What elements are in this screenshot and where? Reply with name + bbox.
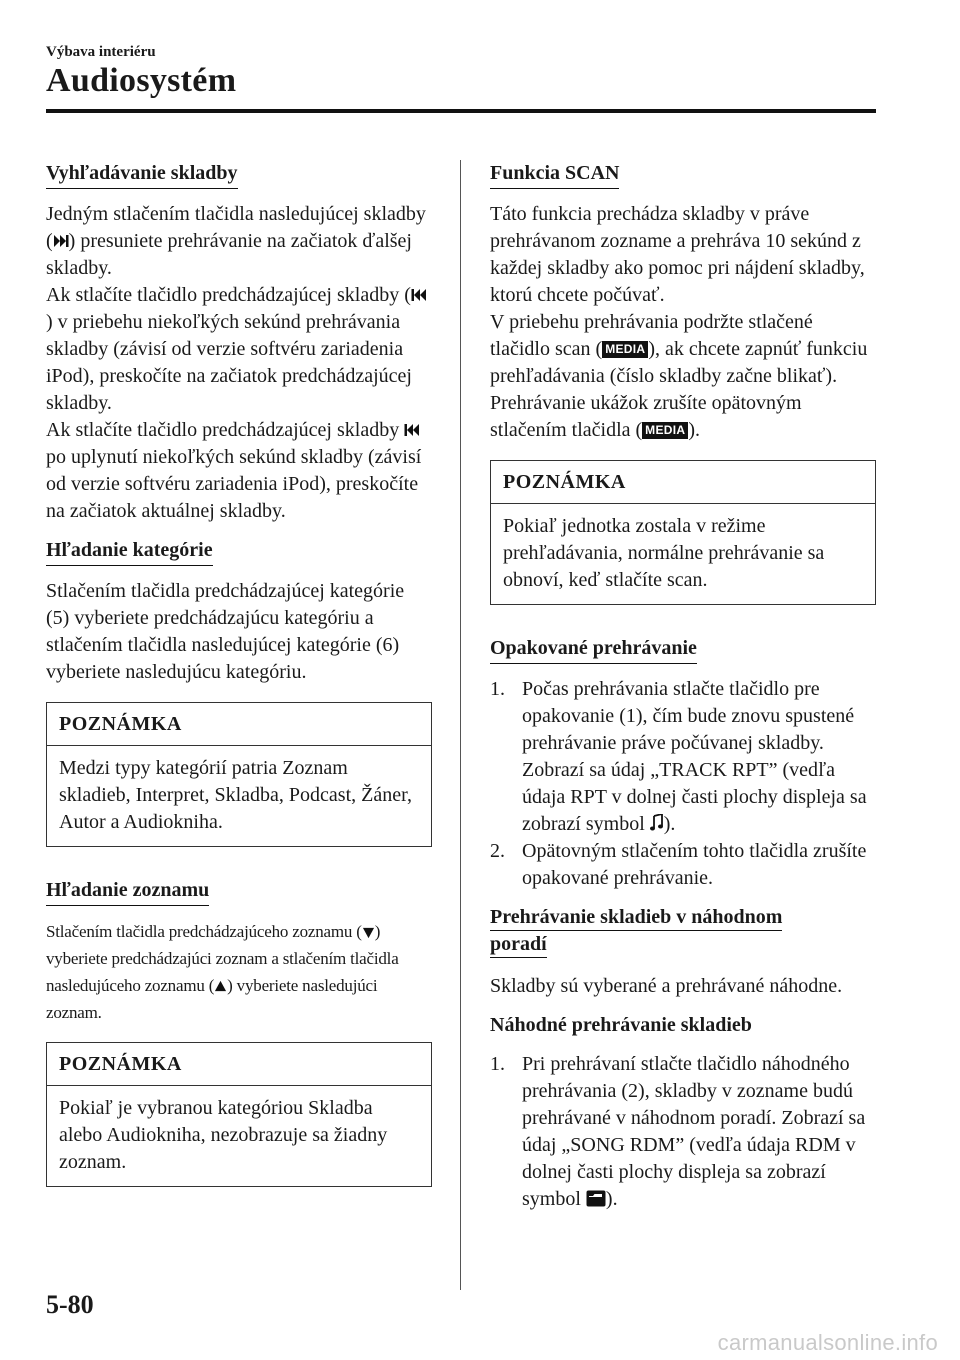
left-column [46,160,432,1217]
watermark: carmanualsonline.info [717,1330,938,1355]
title-rule [46,109,876,113]
folder-icon [586,1190,606,1207]
media-button-icon: MEDIA [642,422,688,439]
down-triangle-icon [362,926,375,939]
page-number: 5-80 [46,1290,94,1319]
note-box-list [46,1042,432,1187]
next-track-icon [53,233,69,249]
heading-track-search: Vyhľadávanie skladby [46,161,238,189]
subheading-random-tracks: Náhodné prehrávanie skladieb [490,1014,752,1036]
paragraph-list: Stlačením tlačidla predchádzajúceho zoznamu ( ) vyberiete predchádzajúci zoznam a stlačením tlačidla nasledujúceho zoznamu ( ) vyberiete nasledujúci zoznam. [46,922,399,1022]
previous-track-icon [404,422,420,438]
note-body: Pokiaľ jednotka zostala v režime prehľadávania, normálne prehrávanie sa obnoví, keď stlačíte scan. [503,515,825,591]
repeat-steps-list [490,676,876,892]
paragraph-next-track: Jedným stlačením tlačidla nasledujúcej skladby ( ) presuniete prehrávanie na začiatok ďalšej skladby. [46,203,426,279]
media-button-icon: MEDIA [602,341,648,358]
note-title: POZNÁMKA [47,703,431,746]
section-label: Výbava interiéru [46,44,156,60]
paragraph-category: Stlačením tlačidla predchádzajúcej kategórie (5) vyberiete predchádzajúcu kategóriu a stlačením tlačidla nasledujúcej kategórie (6) vyberiete nasledujúcu kategóriu. [46,580,405,683]
repeat-note-icon [650,814,664,832]
list-item: 1. Počas prehrávania stlačte tlačidlo pre opakovanie (1), čím bude znovu spustené prehrávanie práve počúvanej skladby. Zobrazí sa údaj „TRACK RPT” (vedľa údaja RPT v dolnej časti plochy displeja sa zobrazí symbol ). [490,678,867,835]
random-steps-list [490,1051,876,1213]
note-title: POZNÁMKA [47,1043,431,1086]
paragraph-previous-track-late: Ak stlačíte tlačidlo predchádzajúcej skladby po uplynutí niekoľkých sekúnd skladby (závisí od verzie softvéru zariadenia iPod), preskočíte na začiatok aktuálnej skladby. [46,419,422,522]
heading-category-search: Hľadanie kategórie [46,538,213,566]
note-box-scan [490,460,876,605]
paragraph-scan-intro: Táto funkcia prechádza skladby v práve prehrávanom zozname a prehráva 10 sekúnd z každej skladby ako pomoc pri nájdení skladby, ktorú chcete počúvať. [490,203,865,306]
heading-scan-function: Funkcia SCAN [490,161,619,189]
note-box-categories [46,702,432,847]
heading-repeat: Opakované prehrávanie [490,636,697,664]
paragraph-previous-track-early: Ak stlačíte tlačidlo predchádzajúcej skladby () v priebehu niekoľkých sekúnd prehrávania skladby (závisí od verzie softvéru zariadenia iPod), preskočíte na začiatok predchádzajúcej skladby. [46,282,432,417]
column-divider [460,160,461,1290]
list-item: 2. Opätovným stlačením tohto tlačidla zrušíte opakované prehrávanie. [490,840,867,889]
paragraph-random-intro: Skladby sú vyberané a prehrávané náhodne. [490,975,843,997]
up-triangle-icon [214,980,227,993]
previous-track-icon [411,287,427,303]
note-title: POZNÁMKA [491,461,875,504]
heading-list-search: Hľadanie zoznamu [46,878,209,906]
note-body: Medzi typy kategórií patria Zoznam skladieb, Interpret, Skladba, Podcast, Žáner, Autor a Audiokniha. [59,757,412,833]
right-column [490,160,876,1225]
page-title: Audiosystém [46,62,237,99]
paragraph-scan-usage: V priebehu prehrávania podržte stlačené tlačidlo scan ( MEDIA ), ak chcete zapnúť funkciu prehľadávania (číslo skladby začne blikať). Prehrávanie ukážok zrušíte opätovným stlačením tlačidla ( MEDIA ). [490,311,868,441]
heading-random-playback: Prehrávanie skladieb v náhodnom poradí [490,904,820,961]
list-item: 1. Pri prehrávaní stlačte tlačidlo náhodného prehrávania (2), skladby v zozname budú prehrávané v náhodnom poradí. Zobrazí sa údaj „SONG RDM” (vedľa údaja RDM v dolnej časti plochy displeja sa zobrazí symbol ). [490,1053,866,1210]
note-body: Pokiaľ je vybranou kategóriou Skladba alebo Audiokniha, nezobrazuje sa žiadny zoznam. [59,1097,388,1173]
